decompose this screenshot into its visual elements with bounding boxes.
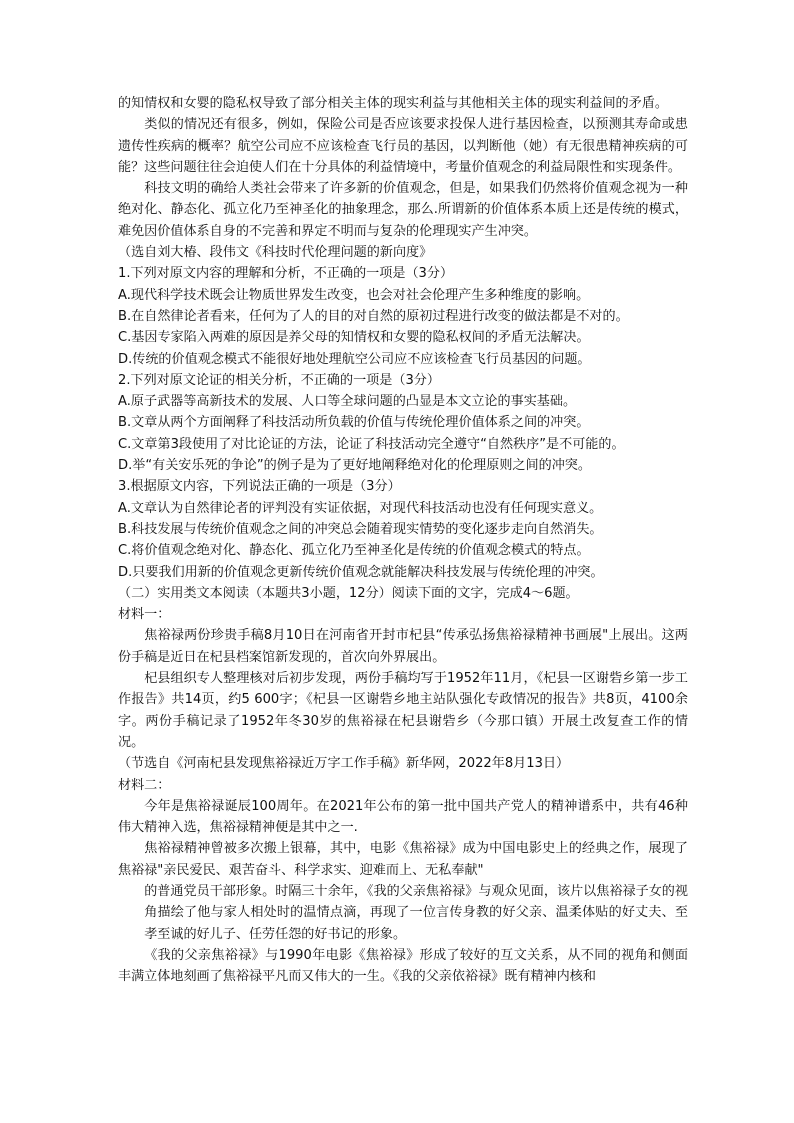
option-c: C.将价值观念绝对化、静态化、孤立化乃至神圣化是传统的价值观念模式的特点。: [118, 543, 590, 559]
option-c: C.基因专家陷入两难的原因是养父母的知情权和女婴的隐私权间的矛盾无法解决。: [118, 330, 590, 346]
paragraph: 今年是焦裕禄诞辰100周年。在2021年公布的第一批中国共产党人的精神谱系中，共有46种伟大精神入选，焦裕禄精神便是其中之一.: [118, 798, 688, 836]
material-label: 材料一：: [118, 607, 171, 623]
paragraph: 焦裕禄两份珍贵手稿8月10日在河南省开封市杞县“传承弘扬焦裕禄精神书画展"上展出。这两份手稿是近日在杞县档案馆新发现的，首次向外界展出。: [118, 628, 688, 665]
source-citation: （节选自《河南杞县发现焦裕禄近万字工作手稿》新华网，2022年8月13日）: [118, 756, 570, 772]
paragraph: 《我的父亲焦裕禄》与1990年电影《焦裕禄》形成了较好的互文关系，从不同的视角和侧面丰满立体地刻画了焦裕禄平凡而又伟大的一生。《我的父亲依裕禄》既有精神内核和: [118, 947, 688, 985]
document-page: [118, 93, 688, 987]
option-b: B.在自然律论者看来，任何为了人的目的对自然的原初过程进行改变的做法都是不对的。: [118, 308, 629, 324]
material-label: 材料二：: [118, 777, 171, 793]
question-3: 3.根据原文内容，下列说法正确的一项是（3分）: [118, 479, 401, 495]
paragraph: 的知情权和女婴的隐私权导致了部分相关主体的现实利益与其他相关主体的现实利益间的矛盾。: [118, 96, 668, 111]
paragraph: 的普通党员干部形象。时隔三十余年，《我的父亲焦裕禄》与观众见面，该片以焦裕禄子女的视角描绘了他与家人相处时的温情点滴，再现了一位言传身教的好父亲、温柔体贴的好丈夫、至孝至诚的好儿子、任劳任怨的好书记的形象。: [144, 883, 688, 942]
question-1: 1.下列对原文内容的理解和分析，不正确的一项是（3分）: [118, 266, 454, 282]
option-b: B.科技发展与传统价值观念之间的冲突总会随着现实情势的变化逐步走向自然消失。: [118, 521, 603, 537]
option-a: A.原子武器等高新技术的发展、人口等全球问题的凸显是本文立论的事实基础。: [118, 394, 577, 410]
section-heading: （二）实用类文本阅读（本题共3小题，12分）阅读下面的文字，完成4～6题。: [118, 585, 579, 601]
option-d: D.传统的价值观念模式不能很好地处理航空公司应不应该检查飞行员基因的问题。: [118, 351, 591, 367]
paragraph: 杞县组织专人整理核对后初步发现，两份手稿均写于1952年11月，《杞县一区谢砦乡第一步工作报告》共14页，约5 600字；《杞县一区谢砦乡地主站队强化专政情况的报告》共8页，4100余字。两份手稿记录了1952年冬30岁的焦裕禄在杞县谢砦乡（今那口镇）开展土改复查工作的情况。: [118, 671, 688, 750]
option-c: C.文章第3段使用了对比论证的方法，论证了科技活动完全遵守“自然秩序”是不可能的。: [118, 436, 625, 452]
paragraph: 类似的情况还有很多，例如，保险公司是否应该要求投保人进行基因检查，以预测其寿命或患遗传性疾病的概率？航空公司应不应该检查飞行员的基因，以判断他（她）有无很患精神疾病的可能？这些问题往往会迫使人们在十分具体的利益情境中，考量价值观念的利益局限性和实现条件。: [118, 117, 688, 175]
option-a: A.现代科学技术既会让物质世界发生改变，也会对社会伦理产生多种维度的影响。: [118, 287, 590, 303]
option-a: A.文章认为自然律论者的评判没有实证依据，对现代科技活动也没有任何现实意义。: [118, 500, 603, 516]
question-2: 2.下列对原文论证的相关分析，不正确的一项是（3分）: [118, 372, 440, 388]
source-citation: （选自刘大椿、段伟文《科技时代伦理问题的新向度》: [118, 245, 433, 261]
option-b: B.文章从两个方面阐释了科技活动所负载的价值与传统伦理价值体系之间的冲突。: [118, 415, 590, 431]
option-d: D.举“有关安乐死的争论”的例子是为了更好地阐释绝对化的伦理原则之间的冲突。: [118, 458, 591, 474]
paragraph: 科技文明的确给人类社会带来了许多新的价值观念，但是，如果我们仍然将价值观念视为一种绝对化、静态化、孤立化乃至神圣化的抽象理念，那么.所谓新的价值体系本质上还是传统的模式，难免因价值体系自身的不完善和界定不明而与复杂的伦理现实产生冲突。: [118, 181, 688, 239]
paragraph: 焦裕禄精神曾被多次搬上银幕，其中，电影《焦裕禄》成为中国电影史上的经典之作，展现了焦裕禄"亲民爱民、艰苦奋斗、科学求实、迎难而上、无私奉献": [118, 841, 688, 878]
option-d: D.只要我们用新的价值观念更新传统价值观念就能解决科技发展与传统伦理的冲突。: [118, 564, 604, 580]
